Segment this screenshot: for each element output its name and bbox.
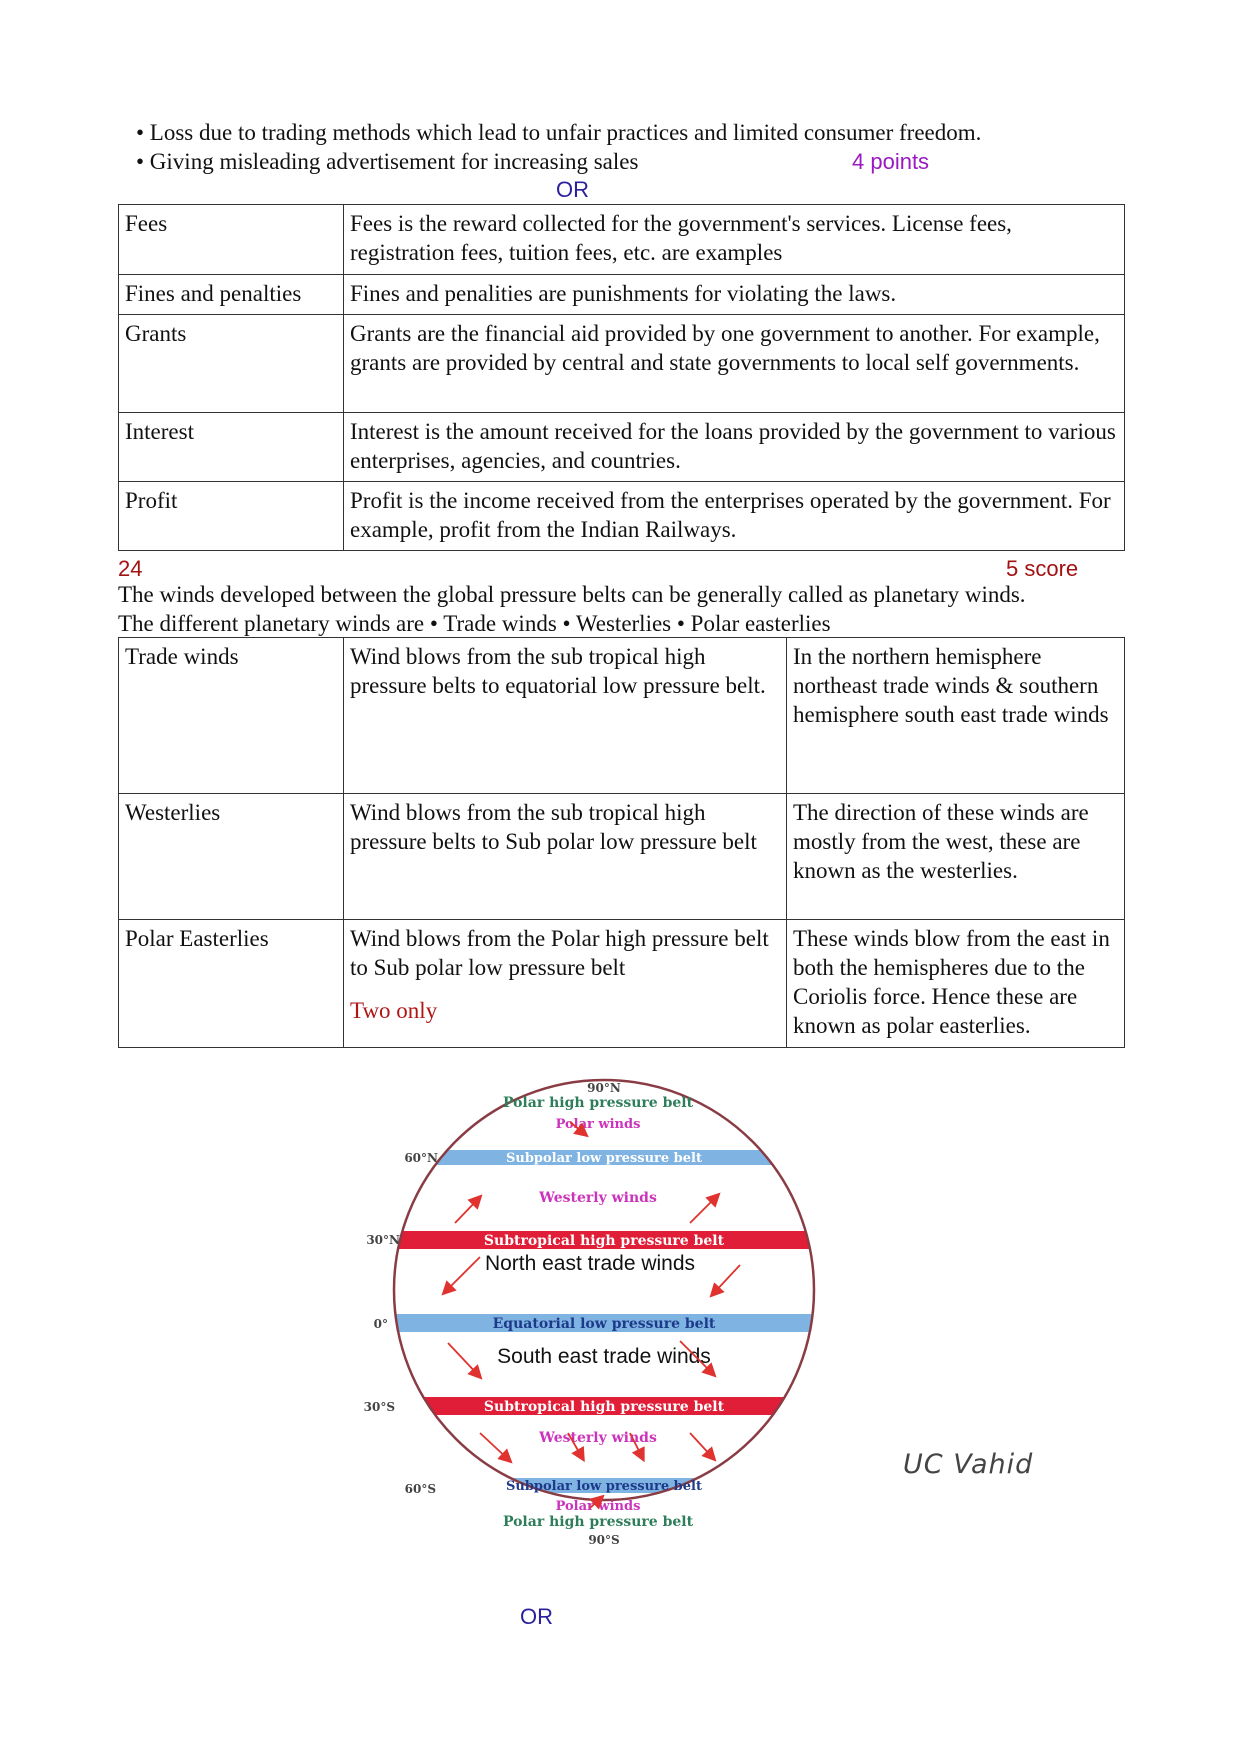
wind-note-cell: In the northern hemisphere northeast trade winds & southern hemisphere south east trade winds — [787, 638, 1125, 794]
se-trade-winds-label: South east trade winds — [497, 1345, 711, 1368]
latitude-30s: 30°S — [363, 1400, 395, 1414]
term-cell: Interest — [119, 413, 344, 482]
trade-wind-arrow — [444, 1257, 480, 1293]
wind-description-cell — [344, 920, 787, 1048]
latitude-90n: 90°N — [587, 1081, 621, 1095]
winds-table — [118, 637, 1125, 1048]
score-label: 5 score — [1006, 556, 1079, 581]
latitude-0: 0° — [373, 1317, 388, 1331]
polar-high-label-north: Polar high pressure belt — [502, 1095, 694, 1111]
wind-note-cell: The direction of these winds are mostly from the west, these are known as the westerlies. — [787, 794, 1125, 920]
polar-winds-label-south: Polar winds — [555, 1499, 641, 1514]
bullet-unfair-practices: • Loss due to trading methods which lead to unfair practices and limited consumer freedom. — [136, 120, 982, 145]
two-only-label: Two only — [350, 998, 438, 1023]
table-row — [119, 920, 1125, 1048]
signature: UC Vahid — [903, 1449, 1034, 1480]
subpolar-low-label-south: Subpolar low pressure belt — [505, 1479, 703, 1494]
or-label: OR — [556, 177, 589, 202]
planetary-winds-diagram — [340, 1045, 840, 1555]
trade-wind-arrow — [448, 1343, 480, 1377]
term-cell: Fees — [119, 205, 344, 275]
westerly-arrow — [455, 1197, 480, 1223]
subpolar-low-label-north: Subpolar low pressure belt — [505, 1151, 703, 1166]
trade-wind-arrow — [712, 1265, 740, 1295]
table-row — [119, 638, 1125, 794]
equatorial-low-label: Equatorial low pressure belt — [492, 1316, 716, 1332]
description-cell: Profit is the income received from the enterprises operated by the government. For example, profit from the Indian Railways. — [344, 482, 1125, 551]
latitude-60s: 60°S — [404, 1482, 436, 1496]
term-cell: Fines and penalties — [119, 275, 344, 315]
wind-description-cell: Wind blows from the sub tropical high pressure belts to Sub polar low pressure belt — [344, 794, 787, 920]
latitude-90s: 90°S — [588, 1533, 620, 1547]
description-cell: Fines and penalities are punishments for violating the laws. — [344, 275, 1125, 315]
wind-note-cell: These winds blow from the east in both the hemispheres due to the Coriolis force. Hence these are known as polar easterlies. — [787, 920, 1125, 1048]
revenue-table — [118, 204, 1125, 551]
description-cell: Grants are the financial aid provided by one government to another. For example, grants are provided by central and state governments to local self governments. — [344, 315, 1125, 413]
subtropical-high-label-south: Subtropical high pressure belt — [483, 1399, 725, 1415]
wind-description-cell: Wind blows from the sub tropical high pressure belts to equatorial low pressure belt. — [344, 638, 787, 794]
table-row — [119, 482, 1125, 551]
wind-description-text: Wind blows from the Polar high pressure belt to Sub polar low pressure belt — [350, 926, 769, 980]
westerly-winds-label-north: Westerly winds — [539, 1190, 657, 1206]
latitude-60n: 60°N — [404, 1151, 438, 1165]
polar-high-label-south: Polar high pressure belt — [502, 1514, 694, 1530]
ne-trade-winds-label: North east trade winds — [484, 1252, 696, 1275]
table-row — [119, 315, 1125, 413]
table-row — [119, 205, 1125, 275]
term-cell: Profit — [119, 482, 344, 551]
description-cell: Fees is the reward collected for the government's services. License fees, registration fees, tuition fees, etc. are examples — [344, 205, 1125, 275]
wind-name-cell: Polar Easterlies — [119, 920, 344, 1048]
term-cell: Grants — [119, 315, 344, 413]
question-number: 24 — [118, 556, 143, 581]
westerly-arrow — [480, 1433, 510, 1461]
table-row — [119, 794, 1125, 920]
table-row — [119, 275, 1125, 315]
wind-name-cell: Trade winds — [119, 638, 344, 794]
intro-line-2: The different planetary winds are • Trade winds • Westerlies • Polar easterlies — [118, 611, 831, 636]
description-cell: Interest is the amount received for the loans provided by the government to various enterprises, agencies, and countries. — [344, 413, 1125, 482]
points-label: 4 points — [852, 149, 930, 174]
or-label-bottom: OR — [520, 1604, 553, 1629]
bullet-misleading-ads: • Giving misleading advertisement for increasing sales — [136, 149, 639, 174]
westerly-arrow — [690, 1433, 714, 1459]
wind-name-cell: Westerlies — [119, 794, 344, 920]
latitude-30n: 30°N — [366, 1233, 400, 1247]
westerly-winds-label-south: Westerly winds — [539, 1430, 657, 1446]
intro-line-1: The winds developed between the global pressure belts can be generally called as planetary winds. — [118, 582, 1026, 607]
westerly-arrow — [690, 1195, 718, 1223]
table-row — [119, 413, 1125, 482]
polar-winds-label-north: Polar winds — [555, 1117, 641, 1132]
subtropical-high-label-north: Subtropical high pressure belt — [483, 1233, 725, 1249]
